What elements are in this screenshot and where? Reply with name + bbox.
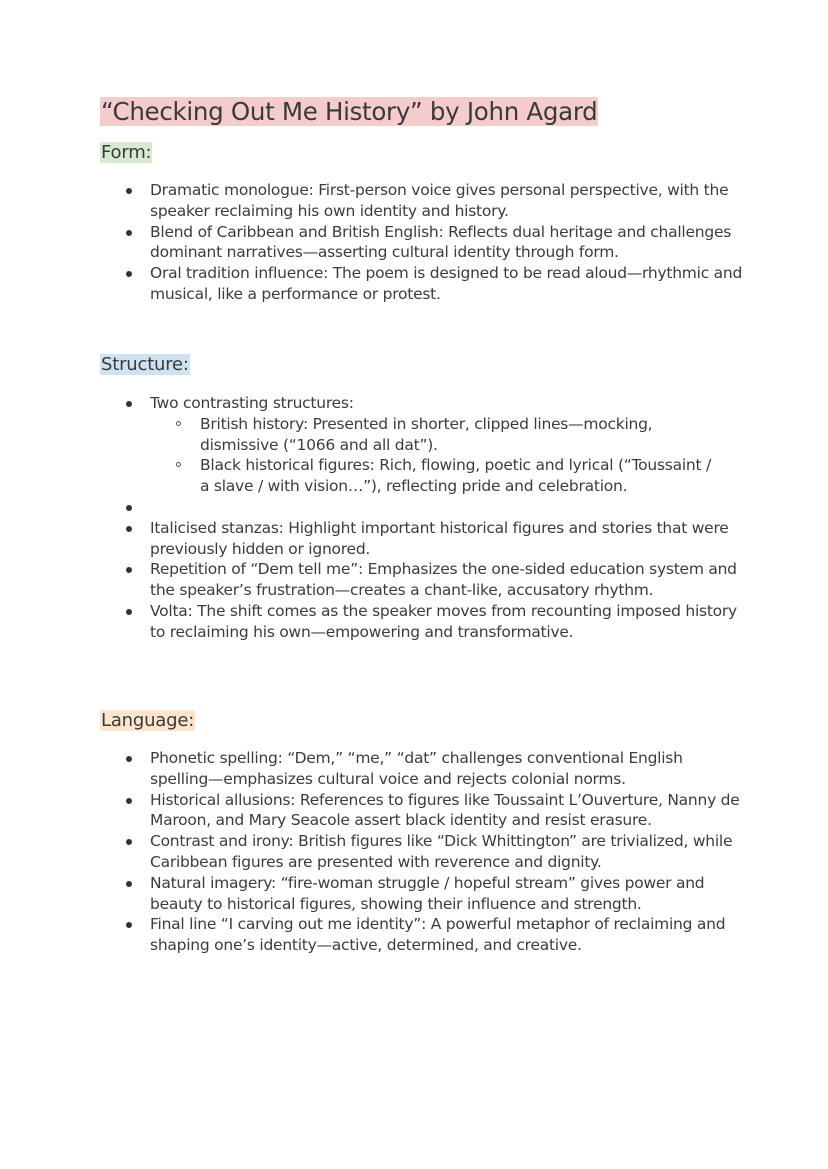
- hollow-bullet-icon: [176, 421, 181, 426]
- sub-list-item: [175, 414, 715, 456]
- list-item-text: Blend of Caribbean and British English: Reflects dual heritage and challenges dominant narratives—asserting cultural identity through form.: [150, 222, 732, 262]
- bullet-icon: [126, 922, 132, 928]
- form-list: [125, 180, 745, 305]
- sub-list-item-text: British history: Presented in shorter, clipped lines—mocking, dismissive (“1066 and all dat”).: [200, 414, 653, 454]
- list-item-text: Contrast and irony: British figures like “Dick Whittington” are trivialized, while Caribbean figures are presented with reverence and dignity.: [150, 832, 733, 871]
- form-heading-text: Form:: [101, 142, 152, 163]
- bullet-icon: [126, 839, 132, 845]
- list-item-text: [150, 497, 745, 518]
- sub-list: [175, 414, 715, 497]
- list-item-text: Italicised stanzas: Highlight important historical figures and stories that were previously hidden or ignored.: [150, 518, 729, 558]
- bullet-icon: [126, 271, 132, 277]
- sub-list-item: [175, 455, 715, 497]
- bullet-icon: [126, 798, 132, 804]
- bullet-icon: [126, 567, 132, 573]
- bullet-icon: [126, 230, 132, 236]
- bullet-icon: [126, 756, 132, 762]
- structure-heading-text: Structure:: [101, 354, 189, 375]
- bullet-icon: [126, 401, 132, 407]
- structure-list: [125, 393, 745, 643]
- list-item-text: Phonetic spelling: “Dem,” “me,” “dat” challenges conventional English spelling—emphasizes cultural voice and rejects colonial norms.: [150, 749, 683, 788]
- list-item: [125, 831, 745, 873]
- language-list: [125, 748, 745, 956]
- hollow-bullet-icon: [176, 462, 181, 467]
- form-heading: [100, 141, 152, 165]
- sub-list-item-text: Black historical figures: Rich, flowing, poetic and lyrical (“Toussaint / a slave / with vision…”), reflecting pride and celebration.: [200, 456, 711, 496]
- bullet-icon: [126, 505, 132, 511]
- list-item: [125, 263, 745, 305]
- list-item: [125, 914, 745, 956]
- bullet-icon: [126, 188, 132, 194]
- list-item: [125, 748, 745, 790]
- list-item: [125, 393, 745, 497]
- list-item-text: Dramatic monologue: First-person voice gives personal perspective, with the speaker reclaiming his own identity and history.: [150, 181, 729, 220]
- structure-heading: [100, 353, 190, 377]
- list-item: [125, 180, 745, 222]
- list-item-text: Historical allusions: References to figures like Toussaint L’Ouverture, Nanny de Maroon, and Mary Seacole assert black identity and resist erasure.: [150, 790, 740, 830]
- list-item: [125, 790, 745, 832]
- list-item-text: Repetition of “Dem tell me”: Emphasizes the one-sided education system and the speaker’s frustration—creates a chant-like, accusatory rhythm.: [150, 560, 737, 600]
- list-item-text: Oral tradition influence: The poem is designed to be read aloud—rhythmic and musical, like a performance or protest.: [150, 264, 743, 303]
- list-item-text: Two contrasting structures:: [150, 394, 354, 412]
- language-heading: [100, 709, 195, 733]
- list-item: [125, 559, 745, 601]
- document-title: [100, 97, 598, 127]
- list-item: [125, 873, 745, 915]
- list-item-empty: [125, 497, 745, 518]
- list-item-text: Final line “I carving out me identity”: A powerful metaphor of reclaiming and shaping one’s identity—active, determined, and creative.: [150, 915, 726, 955]
- list-item: [125, 601, 745, 643]
- bullet-icon: [126, 526, 132, 532]
- language-heading-text: Language:: [101, 710, 195, 731]
- bullet-icon: [126, 881, 132, 887]
- list-item-text: Volta: The shift comes as the speaker moves from recounting imposed history to reclaiming his own—empowering and transformative.: [150, 601, 737, 641]
- list-item: [125, 222, 745, 264]
- list-item-text: Natural imagery: “fire-woman struggle / hopeful stream” gives power and beauty to historical figures, showing their influence and strength.: [150, 873, 705, 913]
- bullet-icon: [126, 609, 132, 615]
- title-highlight: “Checking Out Me History” by John Agard: [101, 97, 598, 126]
- list-item: [125, 518, 745, 560]
